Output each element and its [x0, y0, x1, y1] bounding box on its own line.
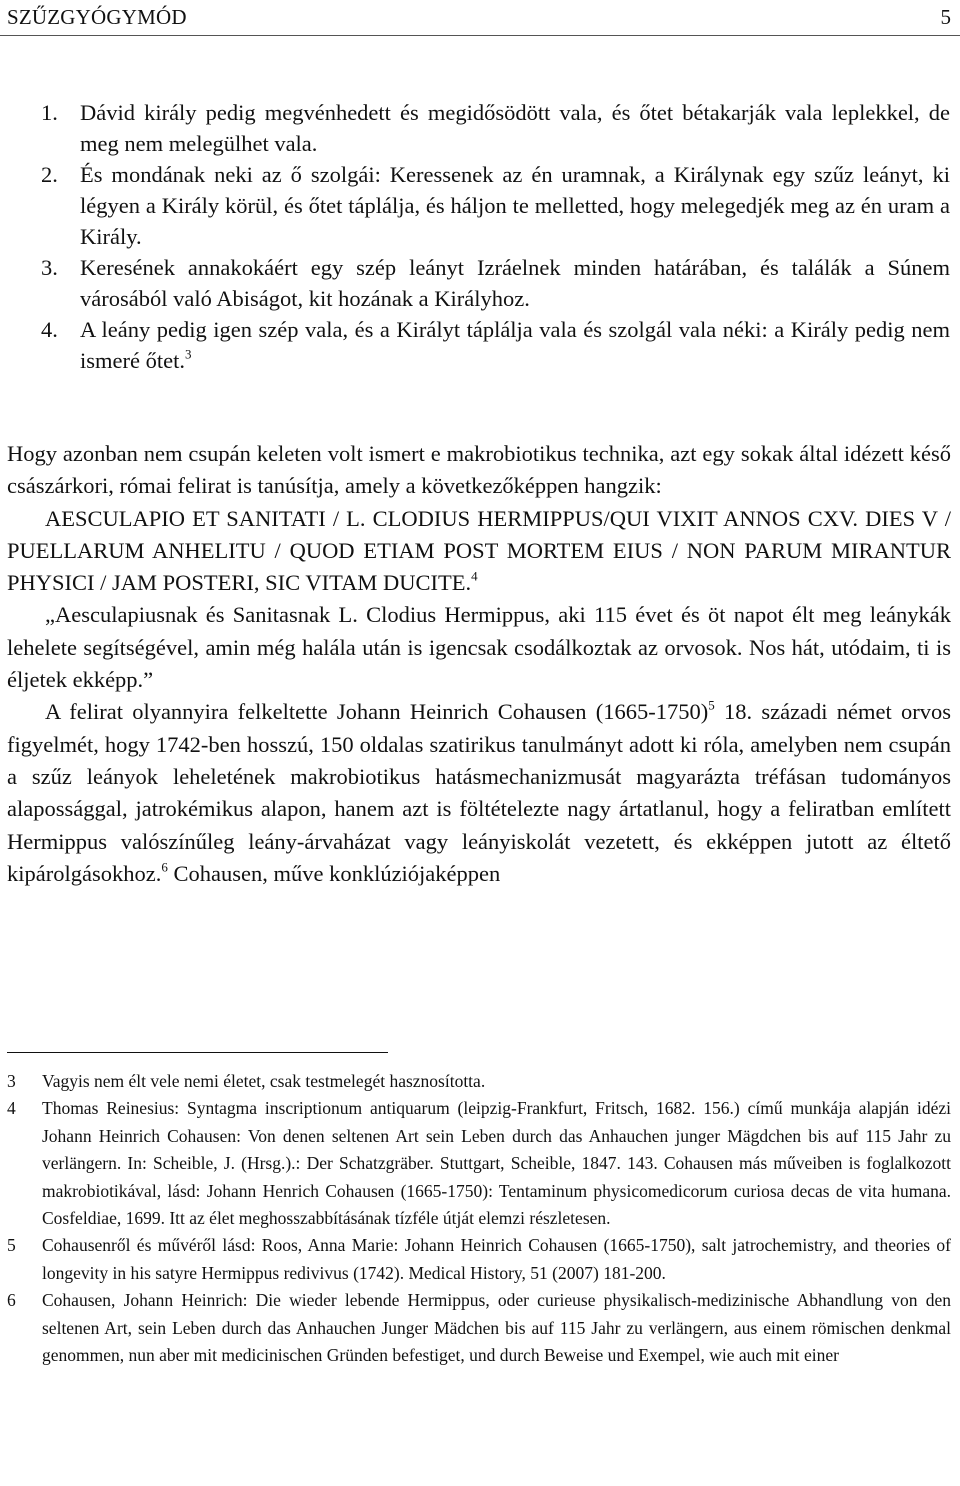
verse-number: 2. [41, 162, 58, 187]
footnote-ref-3[interactable]: 3 [184, 346, 192, 362]
bible-quote [7, 97, 950, 376]
cohausen-paragraph [7, 696, 951, 890]
verse-1 [7, 97, 950, 159]
paragraph-text-a: A felirat olyannyira felkeltette Johann Heinrich Cohausen (1665-1750) [45, 699, 709, 725]
latin-inscription [7, 503, 951, 600]
footnote-number: 3 [7, 1071, 16, 1091]
verse-number: 3. [41, 255, 58, 280]
footnote-text: Vagyis nem élt vele nemi életet, csak testmelegét hasznosította. [42, 1071, 486, 1091]
inscription-text: AESCULAPIO ET SANITATI / L. CLODIUS HERMIPPUS/QUI VIXIT ANNOS CXV. DIES V / PUELLARUM ANHELITU / QUOD ETIAM POST MORTEM EIUS / NON PARUM MIRANTUR PHYSICI / JAM POSTERI, SIC VITAM DUCITE. [7, 505, 951, 596]
running-title: SZŰZGYÓGYMÓD [7, 5, 187, 29]
verse-number: 1. [41, 100, 58, 125]
verse-text: Keresének annakokáért egy szép leányt Izráelnek minden határában, és találák a Súnem városából való Abiságot, kit hozának a Királyhoz. [80, 255, 950, 311]
footnote-ref-5[interactable]: 5 [708, 697, 715, 713]
inscription-translation: „Aesculapiusnak és Sanitasnak L. Clodius Hermippus, aki 115 évet és öt napot élt meg leánykák lehelete segítségével, amin még halála után is igencsak csodálkoztak az orvosok. Nos hát, utódaim, ti is éljetek ekképp.” [7, 602, 951, 693]
paragraph-text-b: 18. századi német orvos figyelmét, hogy 1742-ben hosszú, 150 oldalas szatirikus tanulmányt adott ki róla, amelyben nem csupán a szűz leányok leheletének makrobiotikus hatásmechanizmusát magyarázta tréfásan tudományos alapossággal, jatrokémikus alapon, hanem azt is föltételezte nagy ártatlanul, hogy a feliratban említett Hermippus valószínűleg leány-árvaházat vagy leányiskolát vezetett, és ekképpen jutott az éltető kipárolgásokhoz. [7, 699, 951, 886]
verse-text: A leány pedig igen szép vala, és a Királyt táplálja vala és szolgál vala néki: a Király pedig nem ismeré őtet. [80, 317, 950, 373]
intro-paragraph: Hogy azonban nem csupán keleten volt ismert e makrobiotikus technika, azt egy sokak által idézett késő császárkori, római felirat is tanúsítja, amely a következőképpen hangzik: [7, 441, 951, 499]
footnote-6 [7, 1287, 951, 1369]
footnote-5 [7, 1232, 951, 1287]
verse-2 [7, 159, 950, 252]
footnote-number: 6 [7, 1290, 16, 1311]
footnote-ref-6[interactable]: 6 [161, 859, 168, 875]
paragraph-text-c: Cohausen, műve konklúziójaképpen [167, 860, 501, 886]
footnote-text: Cohausenről és művéről lásd: Roos, Anna Marie: Johann Heinrich Cohausen (1665-1750), salt jatrochemistry, and theories of longevity in his satyre Hermippus redivivus (1742). Medical History, 51 (2007) 181-200. [42, 1235, 951, 1283]
page-number: 5 [940, 5, 951, 29]
footnote-separator [7, 1052, 388, 1053]
verse-text: Dávid király pedig megvénhedett és megidősödött vala, és őtet bétakarják vala leplekkel, de meg nem melegülhet vala. [80, 100, 950, 156]
verse-text: És mondának neki az ő szolgái: Keressenek az én uramnak, a Királynak egy szűz leányt, ki légyen a Király körül, és őtet táplálja, és háljon te melletted, hogy melegedjék meg az én uram a Király. [80, 162, 950, 249]
body-text [7, 438, 951, 890]
verse-3 [7, 252, 950, 314]
footnote-text: Thomas Reinesius: Syntagma inscriptionum antiquarum (leipzig-Frankfurt, Fritsch, 1682. 156.) című munkája alapján idézi Johann Heinrich Cohausen: Von denen seltenen Art sein Leben durch das Anhauchen junger Mägdchen bis auf 115 Jahr zu verlängern. In: Scheible, J. (Hrsg.).: Der Schatzgräber. Stuttgart, Scheible, 1847. 143. Cohausen más műveiben is foglalkozott makrobiotikával, lásd: Johann Henrich Cohausen (1665-1750): Tentaminum physicomedicorum curiosa decas de vita humana. Cosfeldiae, 1699. Itt az élet meghosszabbításának tízféle útját elemzi részletesen. [42, 1098, 951, 1229]
header-rule [0, 35, 960, 36]
verse-number: 4. [41, 317, 58, 342]
footnote-number: 5 [7, 1235, 16, 1256]
footnotes [7, 1068, 951, 1369]
footnote-4 [7, 1095, 951, 1232]
footnote-ref-4[interactable]: 4 [471, 568, 478, 584]
footnote-text: Cohausen, Johann Heinrich: Die wieder lebende Hermippus, oder curieuse physikalisch-medizinische Abhandlung von den seltenen Art, sein Leben durch das Anhauchen Junger Mädchen bis auf 115 Jahr zu verlängern, aus einem römischen denkmal genommen, nun aber mit medicinischen Gründen befestiget, und durch Beweise und Exempel, wie auch mit einer [42, 1290, 951, 1366]
verse-4 [7, 314, 950, 376]
running-header [7, 2, 951, 32]
footnote-number: 4 [7, 1098, 16, 1119]
footnote-3 [7, 1068, 951, 1095]
